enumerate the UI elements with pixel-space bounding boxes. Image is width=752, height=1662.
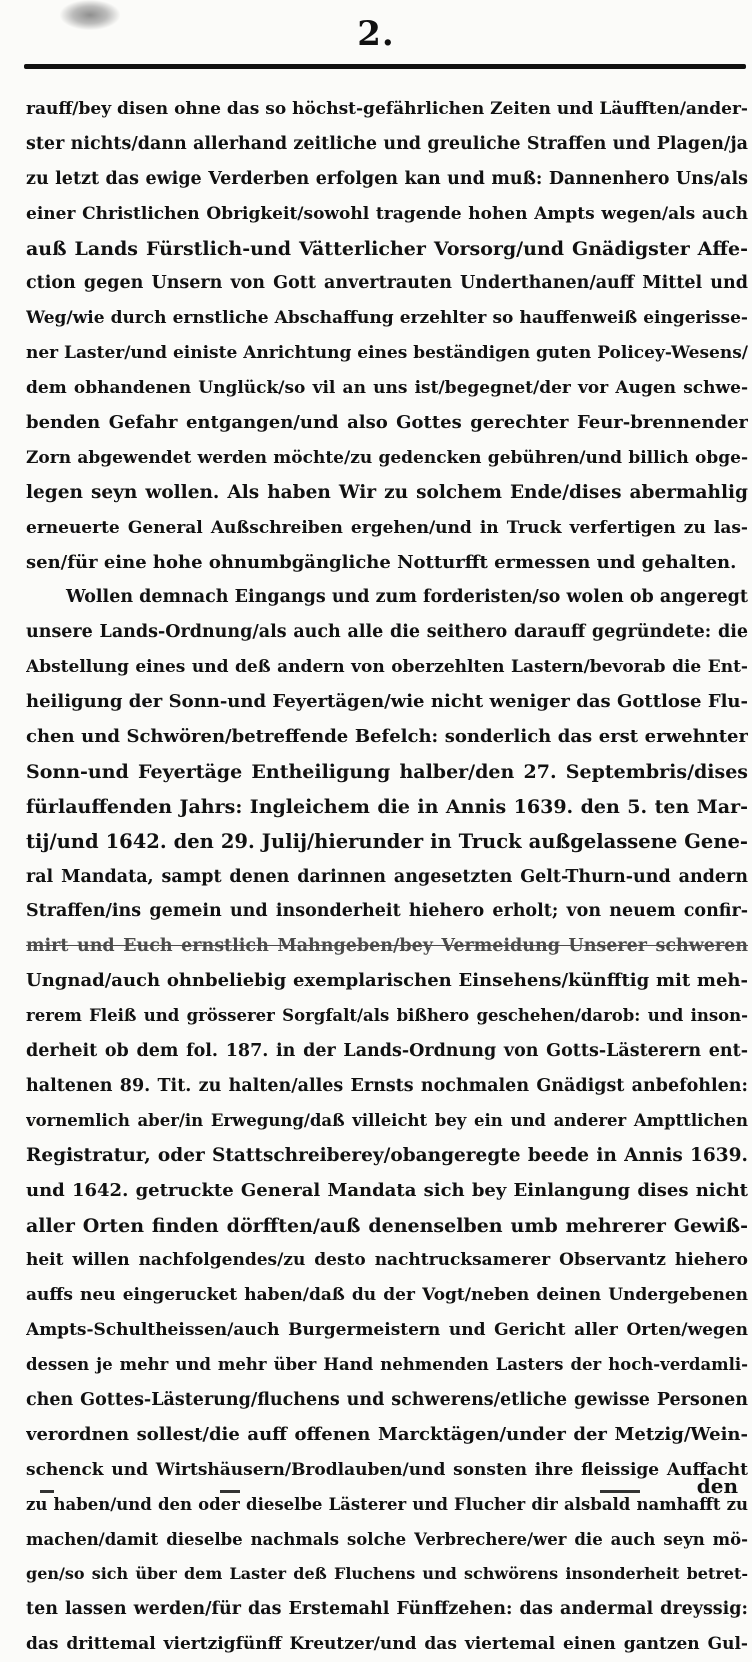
text-line: schenck und Wirtshäusern/Brodlauben/und sonsten ihre fleissige Auffacht <box>26 1459 748 1480</box>
text-line: sen/für eine hohe ohnumbgängliche Notturfft ermessen und gehalten. <box>26 551 737 573</box>
text-line: derheit ob dem fol. 187. in der Lands-Ordnung von Gotts-Lästerern ent- <box>26 1041 748 1062</box>
text-line: ten lassen werden/für das Erstemahl Fünffzehen: das andermal dreyssig: <box>26 1599 748 1620</box>
text-line: verordnen sollest/die auff offenen Marcktägen/under der Metzig/Wein- <box>26 1423 748 1445</box>
text-line: heit willen nachfolgendes/zu desto nachtrucksamerer Observantz hiehero <box>26 1250 748 1271</box>
text-line: auffs neu eingerucket haben/daß du der Vogt/neben deinen Undergebenen <box>26 1285 748 1306</box>
text-line: zu letzt das ewige Verderben erfolgen kan und muß: Dannenhero Uns/als <box>26 168 748 189</box>
text-line: Zorn abgewendet werden möchte/zu gedencken gebühren/und billich obge- <box>26 447 748 468</box>
text-line: dem obhandenen Unglück/so vil an uns ist/begegnet/der vor Augen schwe- <box>26 378 748 399</box>
header-rule <box>24 64 746 69</box>
text-line: fürlauffenden Jahrs: Ingleichem die in Annis 1639. den 5. ten Mar- <box>26 795 748 818</box>
text-line: chen und Schwören/betreffende Befelch: sonderlich das erst erwehnter <box>26 726 748 748</box>
text-line: Ungnad/auch ohnbeliebig exemplarischen Einsehens/künfftig mit meh- <box>26 970 748 992</box>
text-line: Ampts-Schultheissen/auch Burgermeistern und Gericht aller Orten/wegen <box>26 1320 748 1341</box>
text-line: das drittemal viertzigfünff Kreutzer/und das viertemal einen gantzen Gul- <box>26 1634 748 1655</box>
text-line: Registratur, oder Stattschreiberey/obangeregte beede in Annis 1639. <box>26 1144 748 1166</box>
text-line: ction gegen Unsern von Gott anvertrauten Underthanen/auff Mittel und <box>26 273 748 294</box>
text-line: aller Orten finden dörfften/auß denenselben umb mehrerer Gewiß- <box>26 1214 748 1237</box>
footer-marks <box>40 1490 692 1496</box>
page-number: 2. <box>357 14 395 54</box>
text-line: haltenen 89. Tit. zu halten/alles Ernsts nochmalen Gnädigst anbefohlen: <box>26 1075 748 1096</box>
text-line: dessen je mehr und mehr über Hand nehmenden Lasters der hoch-verdamli- <box>26 1355 748 1375</box>
text-line: mirt und Euch ernstlich Mahngeben/bey Vermeidung Unserer schweren <box>26 936 748 957</box>
text-line: Weg/wie durch ernstliche Abschaffung erzehlter so hauffenweiß eingerisse- <box>26 308 748 329</box>
text-line: heiligung der Sonn-und Feyertägen/wie nicht weniger das Gottlose Flu- <box>26 691 748 713</box>
text-line: rerem Fleiß und grösserer Sorgfalt/als bißhero geschehen/darob: und inson- <box>26 1006 748 1026</box>
text-line: benden Gefahr entgangen/und also Gottes gerechter Feur-brennender <box>26 412 748 434</box>
text-line: zu haben/und den oder dieselbe Lästerer und Flucher dir alsbald namhafft zu <box>26 1494 748 1514</box>
text-line: ner Laster/und einiste Anrichtung eines beständigen guten Policey-Wesens/ <box>26 343 748 364</box>
text-line: legen seyn wollen. Als haben Wir zu solchem Ende/dises abermahlig <box>26 481 748 503</box>
text-line: unsere Lands-Ordnung/als auch alle die seithero darauff gegründete: die <box>26 622 748 643</box>
text-line: Straffen/ins gemein und insonderheit hiehero erholt; von neuem confir- <box>26 901 748 922</box>
text-line: tij/und 1642. den 29. Julij/hierunder in Truck außgelassene Gene- <box>26 829 748 853</box>
text-body <box>26 92 748 1662</box>
text-line: machen/damit dieselbe nachmals solche Verbrechere/wer die auch seyn mö- <box>26 1529 748 1549</box>
text-line: und 1642. getruckte General Mandata sich bey Einlangung dises nicht <box>26 1179 748 1201</box>
text-line: ral Mandata, sampt denen darinnen angesetzten Gelt-Thurn-und andern <box>26 866 748 887</box>
text-line: erneuerte General Außschreiben ergehen/und in Truck verfertigen zu las- <box>26 517 748 538</box>
text-line: einer Christlichen Obrigkeit/sowohl tragende hohen Ampts wegen/als auch <box>26 203 748 224</box>
text-line: Sonn-und Feyertäge Entheiligung halber/den 27. Septembris/dises <box>26 760 748 783</box>
text-line: vornemlich aber/in Erwegung/daß villeicht bey ein und anderer Ampttlichen <box>26 1110 748 1130</box>
text-line: Abstellung eines und deß andern von oberzehlten Lastern/bevorab die Ent- <box>26 657 748 678</box>
text-line: ster nichts/dann allerhand zeitliche und greuliche Straffen und Plagen/ja <box>26 133 748 154</box>
text-line: chen Gottes-Lästerung/fluchens und schwerens/etliche gewisse Personen <box>26 1389 748 1410</box>
text-line: Wollen demnach Eingangs und zum forderisten/so wolen ob angeregt <box>66 587 748 608</box>
text-line: gen/so sich über dem Laster deß Fluchens und schwörens insonderheit betret- <box>26 1564 748 1584</box>
text-line: auß Lands Fürstlich-und Vätterlicher Vorsorg/und Gnädigster Affe- <box>26 237 748 260</box>
text-line: rauff/bey disen ohne das so höchst-gefährlichen Zeiten und Läufften/ander- <box>26 99 748 119</box>
catchword: den <box>696 1474 738 1498</box>
